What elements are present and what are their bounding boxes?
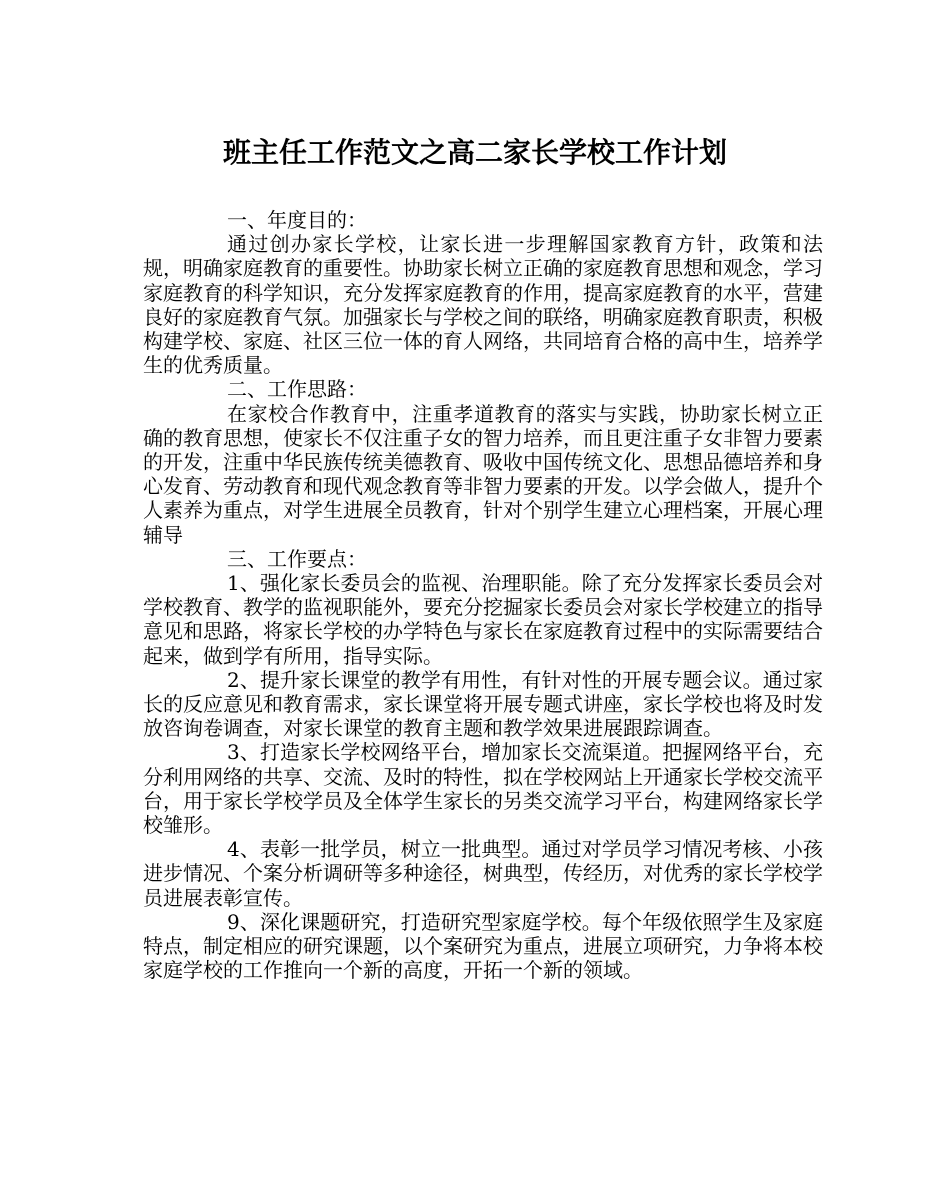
document-title: 班主任工作范文之高二家长学校工作计划 — [222, 136, 727, 169]
paragraph-goals: 通过创办家长学校，让家长进一步理解国家教育方针，政策和法规，明确家庭教育的重要性。协助家长树立正确的家庭教育思想和观念，学习家庭教育的科学知识，充分发挥家庭教育的作用，提高家庭教育的水平，营建良好的家庭教育气氛。加强家长与学校之间的联络，明确家庭教育职责，积极构建学校、家庭、社区三位一体的育人网络，共同培育合格的高中生，培养学生的优秀质量。 — [143, 232, 823, 378]
paragraph-point-3: 3、打造家长学校网络平台，增加家长交流渠道。把握网络平台，充分利用网络的共享、交流、及时的特性，拟在学校网站上开通家长学校交流平台，用于家长学校学员及全体学生家长的另类交流学习平台，构建网络家长学校雏形。 — [143, 740, 823, 838]
section-heading-approach: 二、工作思路： — [227, 377, 367, 402]
paragraph-approach: 在家校合作教育中，注重孝道教育的落实与实践，协助家长树立正确的教育思想，使家长不仅注重子女的智力培养，而且更注重子女非智力要素的开发，注重中华民族传统美德教育、吸收中国传统文化、思想品德培养和身心发育、劳动教育和现代观念教育等非智力要素的开发。以学会做人，提升个人素养为重点，对学生进展全员教育，针对个别学生建立心理档案，开展心理辅导 — [143, 401, 823, 547]
document-body — [143, 208, 823, 983]
paragraph-point-1: 1、强化家长委员会的监视、治理职能。除了充分发挥家长委员会对学校教育、教学的监视职能外，要充分挖掘家长委员会对家长学校建立的指导意见和思路，将家长学校的办学特色与家长在家庭教育过程中的实际需要结合起来，做到学有所用，指导实际。 — [143, 571, 823, 668]
paragraph-point-4: 4、表彰一批学员，树立一批典型。通过对学员学习情况考核、小孩进步情况、个案分析调研等多种途径，树典型，传经历，对优秀的家长学校学员进展表彰宣传。 — [143, 837, 823, 910]
paragraph-point-2: 2、提升家长课堂的教学有用性，有针对性的开展专题会议。通过家长的反应意见和教育需求，家长课堂将开展专题式讲座，家长学校也将及时发放咨询卷调查，对家长课堂的教育主题和教学效果进展跟踪调查。 — [143, 667, 823, 741]
section-heading-goals: 一、年度目的： — [227, 208, 367, 232]
section-heading-key-points: 三、工作要点： — [227, 546, 367, 571]
paragraph-point-9: 9、深化课题研究，打造研究型家庭学校。每个年级依照学生及家庭特点，制定相应的研究课题，以个案研究为重点，进展立项研究，力争将本校家庭学校的工作推向一个新的高度，开拓一个新的领域。 — [143, 909, 823, 983]
